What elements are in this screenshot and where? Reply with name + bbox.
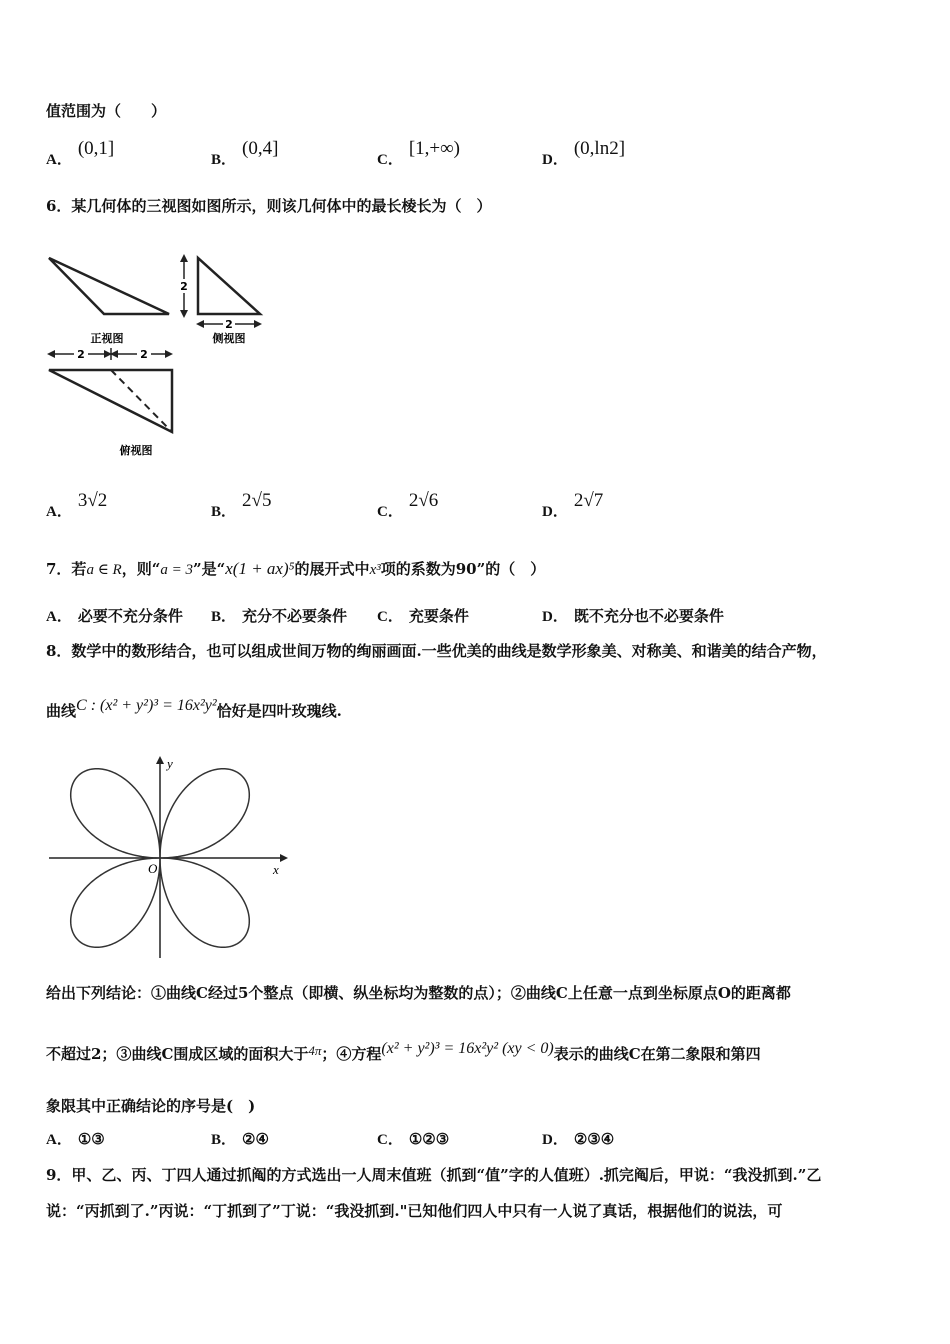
q6-option-d-value: 2√7: [573, 490, 604, 511]
hidden-edge: [111, 370, 172, 432]
q6-option-a: [46, 490, 108, 522]
q8-stem-2b: 恰好是四叶玫瑰线.: [216, 702, 342, 720]
q8-option-d: [542, 1128, 614, 1149]
q6-option-c: [377, 490, 439, 522]
x-axis-label: x: [273, 862, 279, 877]
side-height-dim: 2: [180, 280, 188, 293]
up-arrow-icon: [180, 254, 188, 262]
q7-option-a-label: A．: [46, 609, 72, 625]
left-arrow-icon: [47, 350, 55, 358]
q7-option-d: [542, 605, 724, 626]
q6-option-a-value: 3√2: [77, 490, 108, 511]
y-axis-label: y: [167, 756, 173, 771]
q5-option-a-label: A．: [46, 152, 72, 168]
q5-option-a-value: (0,1]: [77, 138, 115, 159]
q8-option-c-label: C．: [377, 1132, 403, 1148]
q8-equation-4: (x² + y²)³ = 16x²y² (xy < 0): [381, 1040, 554, 1057]
left-arrow-icon: [196, 320, 204, 328]
q5-option-b-value: (0,4]: [242, 138, 279, 159]
q7-option-d-label: D．: [542, 609, 568, 625]
q8-conclusion-2a: 不超过2；③曲线C围成区域的面积大于: [46, 1045, 309, 1063]
q7-part-5: 项的系数为90”的（ ）: [380, 560, 546, 578]
q6-option-d: [542, 490, 604, 522]
q8-option-d-text: ②③④: [573, 1130, 615, 1148]
q7-option-c-label: C．: [377, 609, 403, 625]
q8-option-b-label: B．: [211, 1132, 237, 1148]
q6-option-b-label: B．: [211, 504, 237, 520]
q5-option-d: [542, 138, 626, 170]
q5-option-a: [46, 138, 115, 170]
right-arrow-icon: [254, 320, 262, 328]
top-left-dim: 2: [77, 348, 85, 361]
q7-option-b-label: B．: [211, 609, 237, 625]
q6-option-b: [211, 490, 272, 522]
q6-option-a-label: A．: [46, 504, 72, 520]
q8-stem-1: 8．数学中的数形结合，也可以组成世间万物的绚丽画面.一些优美的曲线是数学形象美、对称美、和谐美的结合产物，: [46, 642, 827, 660]
q7-stem: [46, 558, 545, 579]
q8-conclusion-2c: 表示的曲线C在第二象限和第四: [553, 1045, 761, 1063]
q8-option-c: [377, 1128, 449, 1149]
q7-part-3: ”是“: [192, 560, 226, 578]
q6-option-b-value: 2√5: [242, 490, 272, 511]
q8-stem-2: [46, 697, 342, 721]
q7-part-1: 7．若: [46, 560, 87, 578]
q9-line-1: 9．甲、乙、丙、丁四人通过抓阄的方式选出一人周末值班（抓到“值”字的人值班）.抓完阄后，甲说：“我没抓到.”乙: [46, 1166, 822, 1184]
q7-option-a: [46, 605, 183, 626]
q8-conclusion-2b: ；④方程: [321, 1045, 382, 1063]
down-arrow-icon: [180, 310, 188, 318]
q8-area-value: 4π: [308, 1043, 322, 1058]
q8-conclusion-1: 给出下列结论：①曲线C经过5个整点（即横、纵坐标均为整数的点）；②曲线C上任意一点到坐标原点O的距离都: [46, 984, 791, 1002]
top-right-dim: 2: [140, 348, 148, 361]
q5-option-b-label: B．: [211, 152, 237, 168]
top-view-label: 俯视图: [119, 444, 153, 457]
q7-math-3: x(1 + ax)⁵: [225, 559, 295, 578]
q8-option-a-text: ①③: [77, 1130, 105, 1148]
q8-option-b: [211, 1128, 269, 1149]
side-width-dim: 2: [225, 318, 233, 331]
three-view-figure: [44, 246, 269, 461]
q7-math-4: x³: [369, 562, 381, 578]
four-leaf-rose-figure: [44, 752, 294, 962]
q5-option-b: [211, 138, 279, 170]
q6-option-c-value: 2√6: [408, 490, 439, 511]
q8-option-d-label: D．: [542, 1132, 568, 1148]
origin-label: O: [148, 861, 158, 876]
q6-option-c-label: C．: [377, 504, 403, 520]
q7-option-b: [211, 605, 347, 626]
q7-option-c: [377, 605, 469, 626]
q5-option-c: [377, 138, 461, 170]
right-arrow-icon: [165, 350, 173, 358]
q8-conclusion-3: 象限其中正确结论的序号是( ): [46, 1097, 256, 1115]
q8-stem-2a: 曲线: [46, 702, 77, 720]
q7-option-d-text: 既不充分也不必要条件: [573, 607, 724, 625]
q8-option-a: [46, 1128, 105, 1149]
x-axis-arrow-icon: [280, 854, 288, 862]
q5-option-d-label: D．: [542, 152, 568, 168]
q8-conclusion-2: [46, 1040, 761, 1064]
side-view-shape: [198, 258, 260, 314]
q8-curve-equation: C : (x² + y²)³ = 16x²y²: [76, 697, 217, 714]
q7-option-b-text: 充分不必要条件: [242, 607, 348, 625]
q7-part-4: 的展开式中: [294, 560, 370, 578]
q6-option-d-label: D．: [542, 504, 568, 520]
y-axis-arrow-icon: [156, 756, 164, 764]
q8-option-c-text: ①②③: [408, 1130, 450, 1148]
top-view-shape: [49, 370, 172, 432]
q6-stem: 6．某几何体的三视图如图所示，则该几何体中的最长棱长为（ ）: [46, 197, 492, 215]
q9-line-2: 说：“丙抓到了.”丙说：“丁抓到了”丁说：“我没抓到."已知他们四人中只有一人说了真话，根据他们的说法，可: [46, 1202, 783, 1220]
q8-option-b-text: ②④: [242, 1130, 269, 1148]
q7-part-2: ，则“: [121, 560, 161, 578]
front-view-shape: [49, 258, 169, 314]
q8-option-a-label: A．: [46, 1132, 72, 1148]
q7-math-2: a = 3: [160, 562, 193, 578]
q5-option-c-value: [1,+∞): [408, 138, 461, 159]
q7-option-a-text: 必要不充分条件: [77, 607, 183, 625]
side-view-label: 侧视图: [212, 332, 246, 345]
front-view-label: 正视图: [90, 332, 124, 345]
q5-option-c-label: C．: [377, 152, 403, 168]
q7-math-1: a ∈ R: [86, 562, 122, 578]
q5-option-d-value: (0,ln2]: [573, 138, 626, 159]
q7-option-c-text: 充要条件: [408, 607, 469, 625]
q5-tail: 值范围为（ ）: [46, 102, 167, 120]
